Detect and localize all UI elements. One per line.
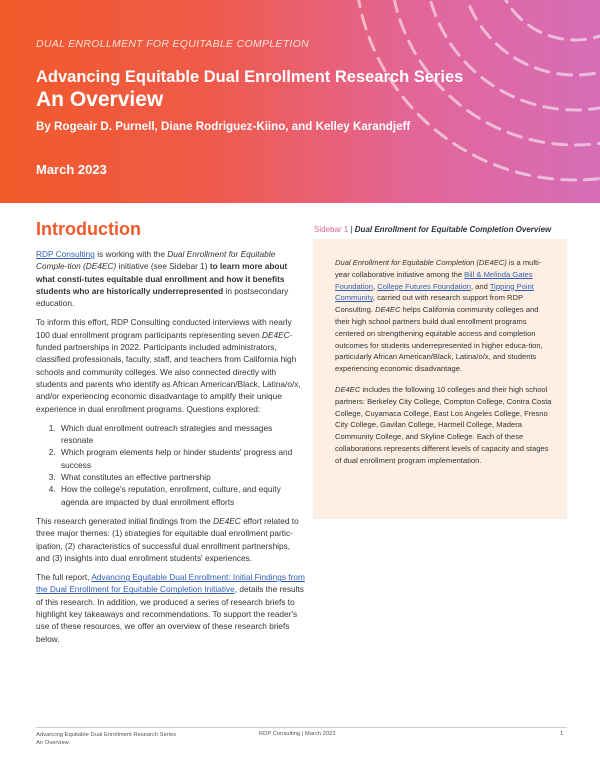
text: helps California community colleges and their high school partners build dual enrollment programs centered on strengthening equitable access and completion outcomes for students underrepresented in higher educa-tion, particularly African American/Black, Latina/o/x, and students experiencing economic disadvantage. (335, 305, 543, 374)
sidebar-body (335, 257, 553, 476)
footer-series-subtitle: An Overview (36, 740, 69, 746)
intro-paragraph-3 (36, 515, 306, 564)
list-item: 2. Which program elements help or hinder students' progress and success (58, 446, 306, 471)
sidebar-heading: Sidebar 1 | Dual Enrollment for Equitable Completion Overview (314, 225, 552, 234)
questions-list (36, 422, 306, 508)
introduction-heading: Introduction (36, 219, 141, 239)
college-futures-link[interactable]: College Futures Foundation (377, 281, 471, 291)
footer-publisher: RDP Consulting | March 2023 (259, 731, 336, 737)
text-bold: to learn more about what consti-tutes equitable dual enrollment and how it benefits students who are historically underrepresented (36, 261, 288, 296)
sidebar-tag: Sidebar 1 (314, 225, 349, 234)
text-emphasis: Dual Enrollment for Equitable Completion (DE4EC) (335, 258, 507, 267)
rdp-consulting-link[interactable]: RDP Consulting (36, 249, 95, 259)
text: The full report, (36, 572, 92, 583)
footer-divider (36, 727, 567, 728)
text: -funded partnerships in 2022. Participants included administrators, classified professionals, faculty, staff, and teachers from California high schools and community colleges. We also connected directly with students and parents who identify as African American/Black, Latina/o/x, and/or experiencing economic disadvantage to amplify their unique experience in dual enrollment programs. Questions explored: (36, 329, 301, 414)
intro-paragraph-4 (36, 571, 306, 645)
text-emphasis: DE4EC (335, 384, 361, 394)
sidebar-paragraph-2 (335, 384, 553, 467)
series-title: Advancing Equitable Dual Enrollment Research Series (36, 68, 464, 86)
text: , carried out with research support from RDP Consulting. (335, 293, 523, 315)
text: includes the following 10 colleges and their high school partners: Berkeley City College, Compton College, Contra Costa College, Cuyamaca College, East Los Angeles College, Fresno City College, Gavilan College, Hartnell College, Madera Community College, and Skyline College. Each of these collaborations represents different levels of capacity and stages of dual enrollment program implementation. (335, 384, 552, 465)
full-report-link[interactable]: Advancing Equitable Dual Enrollment: Initial Findings from the Dual Enrollment for Equitable Completion Initiative (36, 572, 305, 595)
text-emphasis: DE4EC (375, 305, 401, 315)
footer-series (36, 731, 176, 747)
list-item: 4. How the college's reputation, enrollment, culture, and equity agenda are impacted by dual enrollment efforts (58, 483, 306, 508)
text-emphasis: DE4EC (262, 329, 290, 340)
text: , and (470, 281, 490, 291)
text: is working with the (94, 249, 168, 259)
page-number: 1 (560, 731, 564, 737)
text-emphasis: DE4EC (213, 515, 241, 526)
text: is a multi-year collaborative initiative among the (335, 258, 542, 279)
introduction-body (36, 248, 306, 652)
text-emphasis: Dual Enrollment for Equitable Comple-tion (DE4EC) (36, 249, 276, 272)
text: , details the results of this research. In addition, we produced a series of research briefs to highlight key takeaways and recommendations. To support the reader's use of these resources, we offer an overview of these research briefs below. (36, 584, 304, 644)
text: This research generated initial findings from the (36, 515, 214, 526)
list-item: 1. Which dual enrollment outreach strategies and messages resonate (58, 422, 306, 447)
tipping-point-link[interactable]: Tipping Point Community (335, 281, 534, 303)
gates-foundation-link[interactable]: Bill & Melinda Gates Foundation (335, 269, 533, 291)
authors-line: By Rogeair D. Purnell, Diane Rodriguez-Kiino, and Kelley Karandjeff (36, 120, 411, 133)
header-banner (0, 0, 600, 203)
text: in postsecondary education. (36, 285, 289, 309)
text: To inform this effort, RDP Consulting conducted interviews with nearly 100 dual enrollment program participants representing seven (36, 317, 292, 340)
text: effort related to three major themes: (1) strategies for equitable dual enrollment partic-ipation, (2) characteristics of successful dual enrollment partnerships, and (3) insights into dual enrollment students' experiences. (36, 515, 299, 563)
sidebar-paragraph-1 (335, 257, 553, 375)
intro-paragraph-1 (36, 248, 306, 309)
page-title: An Overview (36, 88, 164, 111)
text: , (373, 281, 378, 291)
text: initiative (see Sidebar 1) (116, 261, 210, 272)
sidebar-title: Dual Enrollment for Equitable Completion Overview (354, 225, 552, 234)
intro-paragraph-2 (36, 316, 306, 414)
banner-kicker: DUAL ENROLLMENT FOR EQUITABLE COMPLETION (36, 38, 309, 50)
publication-date: March 2023 (36, 162, 107, 177)
footer-series-line: Advancing Equitable Dual Enrollment Research Series (36, 732, 177, 738)
list-item: 3. What constitutes an effective partnership (58, 471, 306, 483)
